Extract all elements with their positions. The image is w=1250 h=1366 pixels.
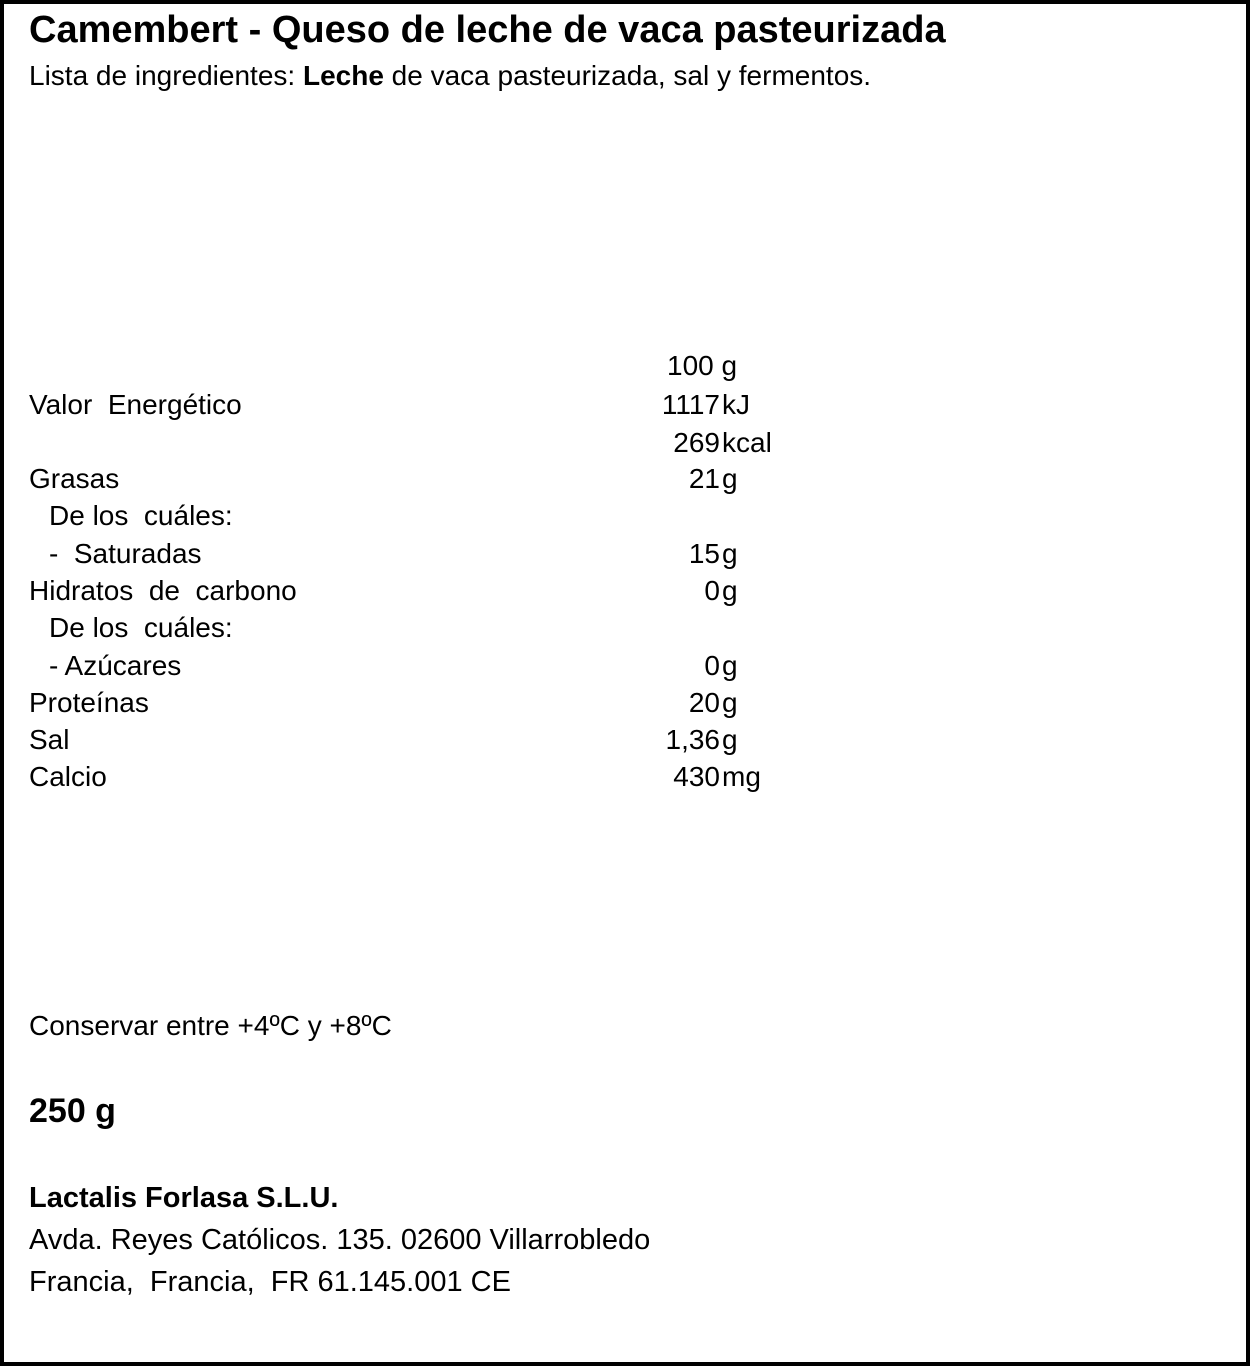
nutrition-row-salt — [4, 724, 1250, 758]
nutrition-value: 21 — [688, 463, 720, 494]
nutrition-label: Grasas — [29, 463, 120, 494]
nutrition-value: 0 — [704, 650, 720, 681]
company-address-line1: Avda. Reyes Católicos. 135. 02600 Villarrobledo — [29, 1224, 651, 1256]
nutrition-label: De los cuáles: — [49, 612, 233, 643]
nutrition-value: 0 — [704, 575, 720, 606]
net-weight: 250 g — [29, 1092, 116, 1130]
nutrition-value: 1117 — [661, 389, 720, 420]
nutrition-unit: g — [722, 575, 738, 606]
nutrition-value: 269 — [673, 427, 720, 458]
nutrition-value: 20 — [688, 687, 720, 718]
nutrition-row-of-which — [4, 612, 1250, 646]
nutrition-row-carbs — [4, 575, 1250, 609]
nutrition-label: - Saturadas — [49, 538, 202, 569]
nutrition-unit: g — [722, 463, 738, 494]
nutrition-unit: g — [722, 687, 738, 718]
nutrition-unit: g — [722, 724, 738, 755]
nutrition-unit: g — [722, 538, 738, 569]
nutrition-unit: mg — [722, 761, 761, 792]
ingredients-allergen: Leche — [302, 60, 384, 91]
nutrition-value: 430 — [673, 761, 720, 792]
nutrition-label: De los cuáles: — [49, 500, 233, 531]
nutrition-unit: kJ — [722, 389, 750, 420]
nutrition-label: - Azúcares — [49, 650, 182, 681]
nutrition-label: Calcio — [29, 761, 107, 792]
ingredients-line — [29, 62, 871, 90]
nutrition-label: Hidratos de carbono — [29, 575, 297, 606]
nutrition-row-sugars — [4, 650, 1250, 684]
company-name: Lactalis Forlasa S.L.U. — [29, 1182, 339, 1214]
nutrition-row-energy-kj — [4, 389, 1250, 423]
ingredients-suffix: de vaca pasteurizada, sal y fermentos. — [383, 60, 872, 91]
nutrition-value: 15 — [688, 538, 720, 569]
nutrition-unit: g — [722, 650, 738, 681]
nutrition-unit: kcal — [722, 427, 772, 458]
nutrition-row-of-which — [4, 500, 1250, 534]
nutrition-row-fat — [4, 463, 1250, 497]
storage-instructions: Conservar entre +4ºC y +8ºC — [29, 1010, 392, 1041]
nutrition-row-energy-kcal — [4, 427, 1250, 461]
ingredients-prefix: Lista de ingredientes: — [29, 60, 303, 91]
nutrition-row-saturated — [4, 538, 1250, 572]
nutrition-label: Sal — [29, 724, 70, 755]
nutrition-row-protein — [4, 687, 1250, 721]
nutrition-header: 100 g — [667, 350, 738, 381]
nutrition-row-calcium — [4, 761, 1250, 795]
nutrition-label: Valor Energético — [29, 389, 242, 420]
product-title: Camembert - Queso de leche de vaca pasteurizada — [29, 9, 946, 51]
nutrition-label: Proteínas — [29, 687, 149, 718]
nutrition-value: 1,36 — [665, 724, 720, 755]
company-address-line2: Francia, Francia, FR 61.145.001 CE — [29, 1266, 511, 1298]
